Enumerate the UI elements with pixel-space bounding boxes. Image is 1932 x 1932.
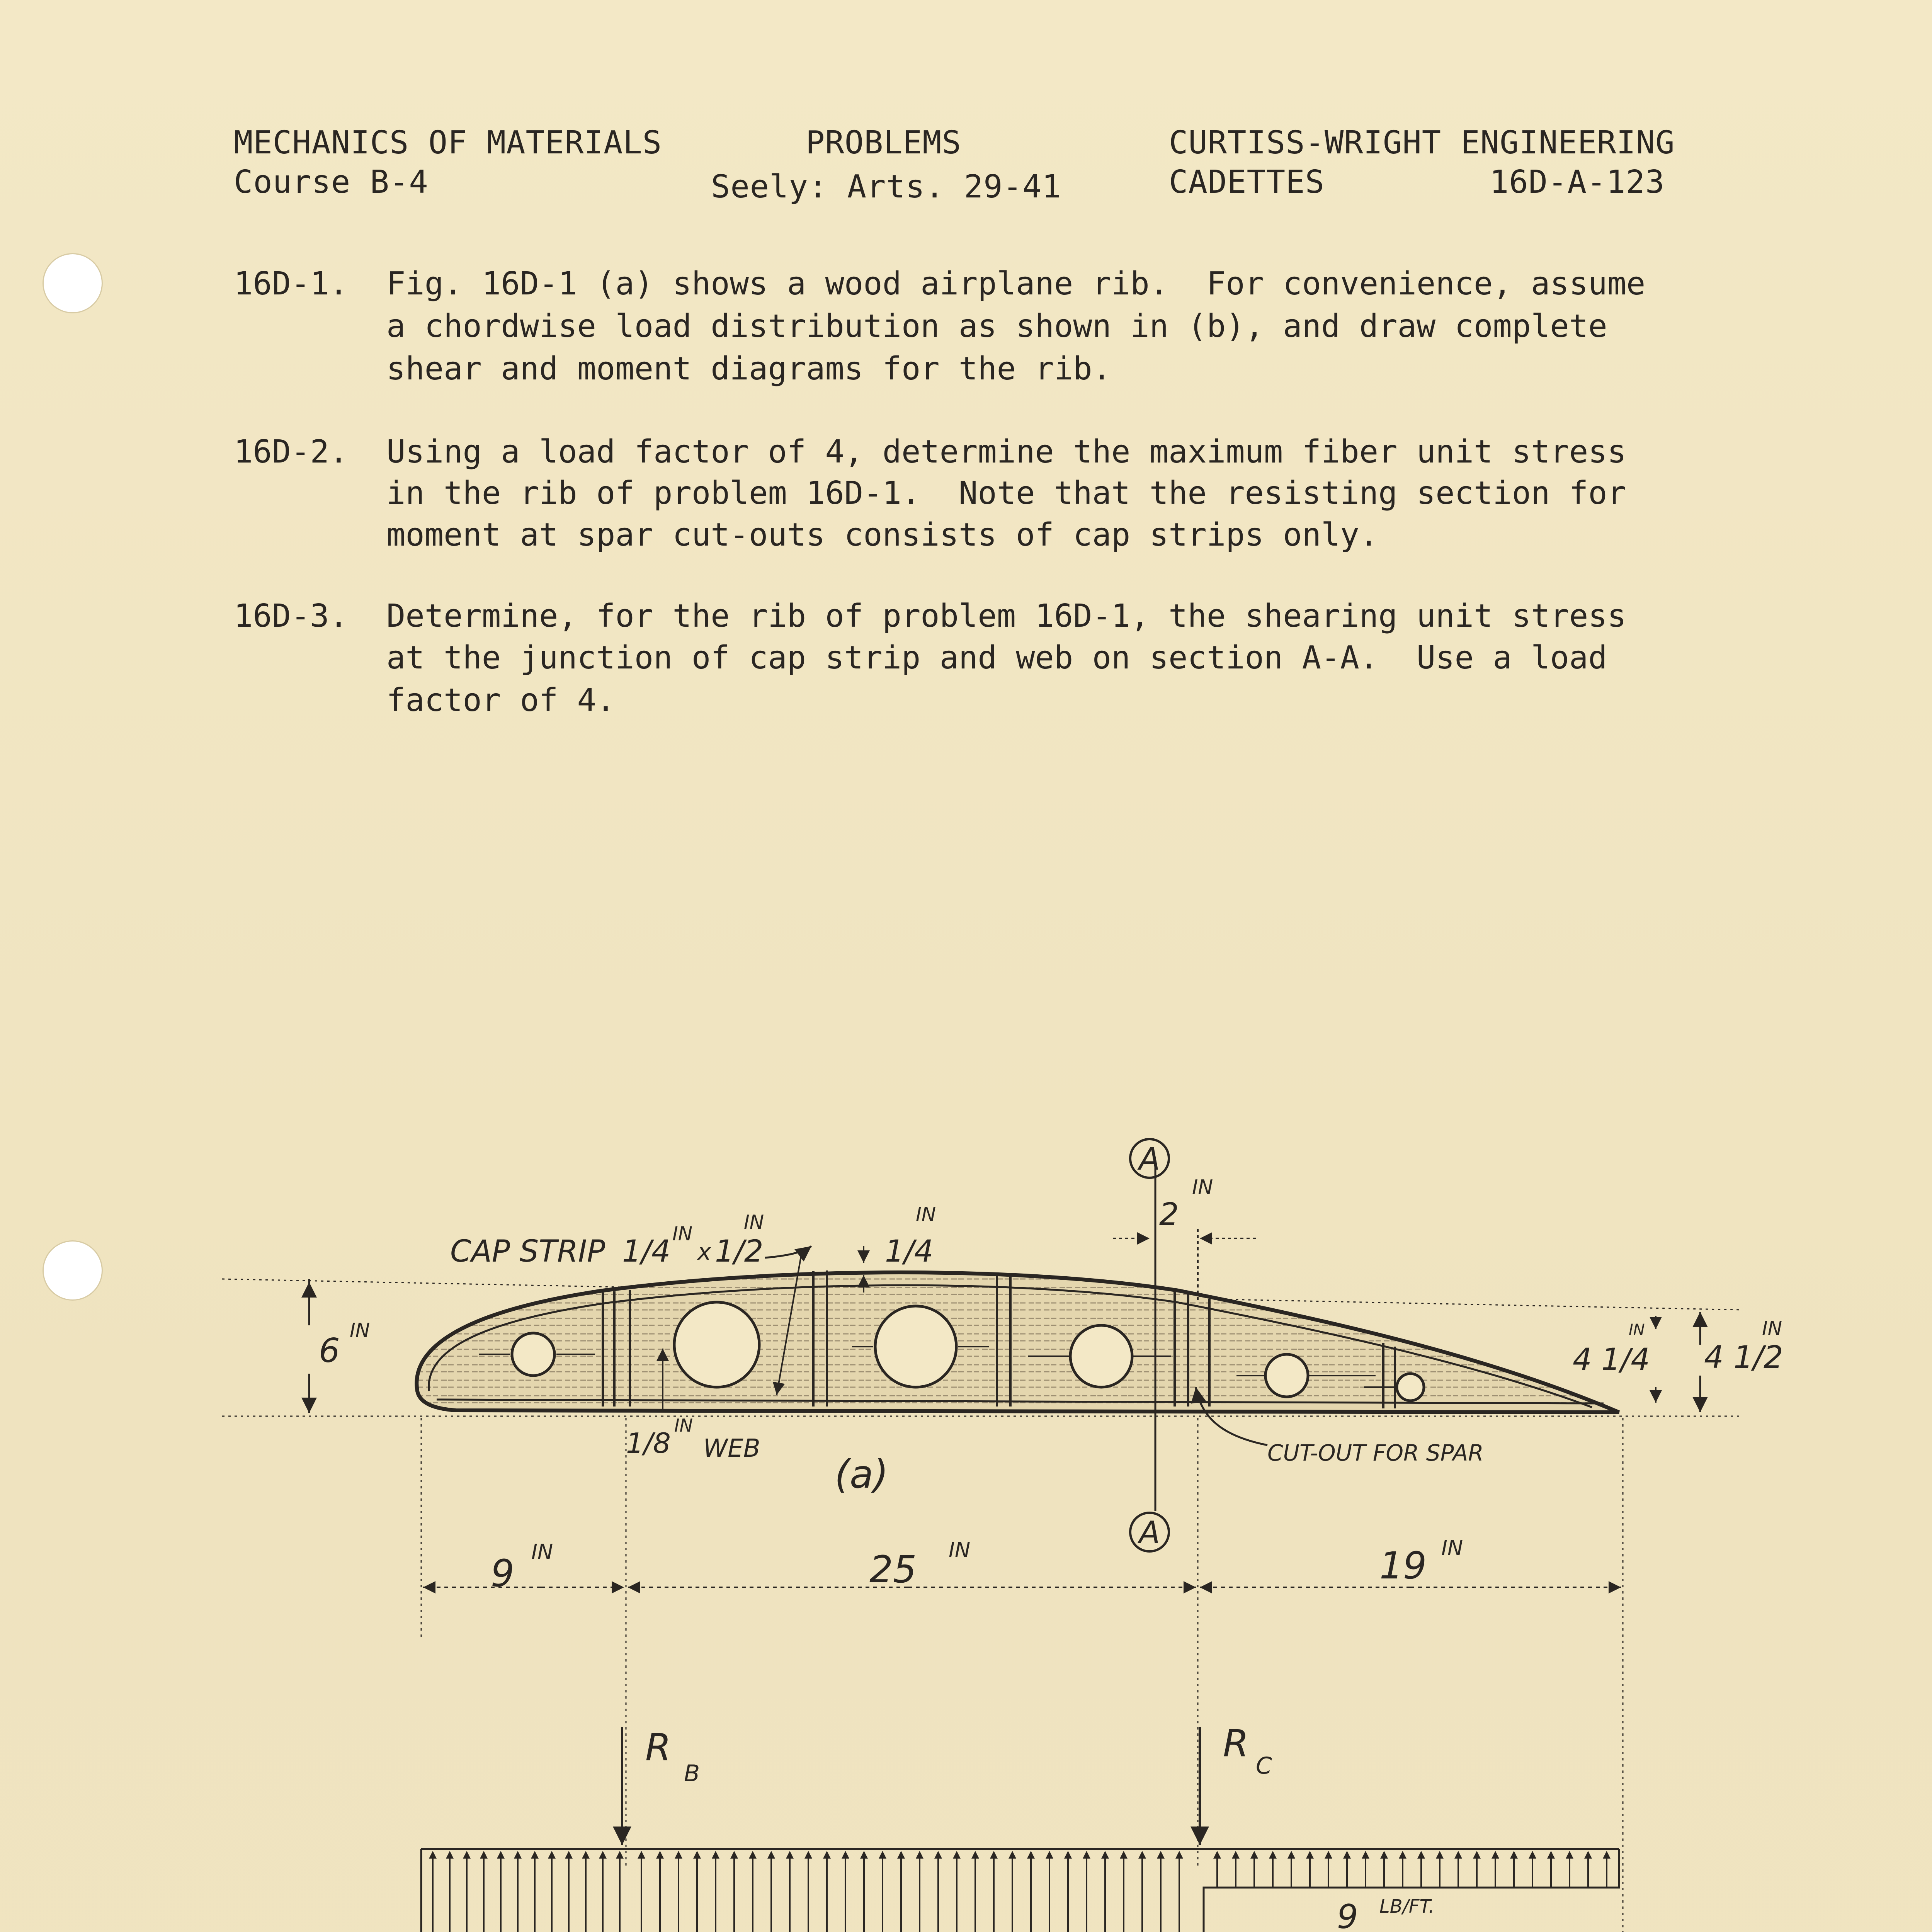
load-arrow-head xyxy=(656,1851,664,1859)
load-arrow-head xyxy=(786,1851,794,1859)
load-arrow-head xyxy=(1362,1851,1369,1859)
load-arrow-head xyxy=(842,1851,849,1859)
load-arrow-head xyxy=(990,1851,998,1859)
dim-4-half-value: 4 1/2 xyxy=(1704,1339,1784,1375)
header-course-title: MECHANICS OF MATERIALS xyxy=(234,124,662,161)
load-arrow-head xyxy=(1287,1851,1295,1859)
load-arrow-head xyxy=(823,1851,831,1859)
load-arrow-head xyxy=(934,1851,942,1859)
cap-strip-width: 1/4 xyxy=(622,1234,671,1269)
reaction-c-subscript: C xyxy=(1256,1752,1272,1779)
load-arrow-head xyxy=(1603,1851,1611,1859)
sub-label-a: (a) xyxy=(835,1452,889,1497)
problem-text-line: in the rib of problem 16D-1. Note that the resisting section for xyxy=(386,475,1626,512)
load-arrow-head xyxy=(446,1851,454,1859)
rib-web xyxy=(417,1272,1619,1412)
load-arrow-head xyxy=(548,1851,556,1859)
load-arrow-head xyxy=(480,1851,488,1859)
load-arrow-head xyxy=(1138,1851,1146,1859)
section-marker-bottom xyxy=(1130,1513,1169,1551)
load-arrow-head xyxy=(1454,1851,1462,1859)
load-arrow-head xyxy=(429,1851,437,1859)
span-9in-value: 9 xyxy=(491,1552,515,1595)
load-arrow-head xyxy=(1584,1851,1592,1859)
load-arrow-head xyxy=(514,1851,522,1859)
span-25in-value: 25 xyxy=(869,1548,917,1591)
load-arrow-head xyxy=(1120,1851,1128,1859)
load-arrow-head xyxy=(804,1851,812,1859)
span-19in-unit: IN xyxy=(1441,1536,1463,1560)
load-arrow-head xyxy=(749,1851,757,1859)
load-arrow-head xyxy=(879,1851,886,1859)
load-arrow-head xyxy=(1380,1851,1388,1859)
load-arrow-head xyxy=(1232,1851,1240,1859)
problem-text-line: Fig. 16D-1 (a) shows a wood airplane rib. For convenience, assume xyxy=(386,265,1646,302)
figure-16d-1 xyxy=(0,1082,1932,1932)
dim-6in-unit: IN xyxy=(350,1319,370,1342)
load-9-number: 9 xyxy=(1337,1898,1358,1932)
load-arrow-head xyxy=(1213,1851,1221,1859)
load-arrow-head xyxy=(971,1851,979,1859)
dim-6in-value: 6 xyxy=(319,1332,340,1370)
reaction-b-subscript: B xyxy=(684,1760,700,1787)
problem-number: 16D-1. xyxy=(234,265,349,302)
load-arrow-head xyxy=(1250,1851,1258,1859)
section-marker-bottom-label: A xyxy=(1139,1515,1160,1551)
cap-strip-leader xyxy=(765,1246,811,1258)
load-arrow-head xyxy=(1566,1851,1573,1859)
load-arrow-head xyxy=(730,1851,738,1859)
load-arrow-head xyxy=(497,1851,505,1859)
load-arrow-head xyxy=(1009,1851,1016,1859)
problem-text-line: Using a load factor of 4, determine the maximum fiber unit stress xyxy=(386,434,1626,470)
load-arrow-head xyxy=(953,1851,961,1859)
web-dim-unit: IN xyxy=(674,1415,693,1436)
section-marker-top-label: A xyxy=(1139,1141,1160,1177)
punch-hole-top xyxy=(43,253,103,313)
reaction-c-label: R xyxy=(1223,1722,1249,1765)
load-arrow-head xyxy=(582,1851,590,1859)
load-arrow-head xyxy=(1529,1851,1536,1859)
problem-text-line: shear and moment diagrams for the rib. xyxy=(386,350,1111,387)
load-arrow-head xyxy=(1101,1851,1109,1859)
header-sheet-code: 16D-A-123 xyxy=(1490,164,1665,201)
rib-elevation xyxy=(222,1139,1783,1551)
load-arrow-head xyxy=(1083,1851,1090,1859)
span-19in-value: 19 xyxy=(1379,1544,1427,1587)
load-arrow-head xyxy=(1157,1851,1165,1859)
problem-text-line: at the junction of cap strip and web on section A-A. Use a load xyxy=(386,639,1607,676)
problem-text-line: factor of 4. xyxy=(386,682,616,719)
dim-quarter-unit: IN xyxy=(916,1203,936,1226)
span-25in-unit: IN xyxy=(949,1538,971,1562)
load-arrow-head xyxy=(565,1851,573,1859)
cap-strip-height: 1/2 xyxy=(715,1234,764,1269)
web-label: WEB xyxy=(703,1434,760,1463)
load-arrow-head xyxy=(1492,1851,1499,1859)
header-section-title: PROBLEMS xyxy=(806,124,961,161)
load-arrow-head xyxy=(693,1851,701,1859)
load-arrow-head xyxy=(897,1851,905,1859)
load-arrow-head xyxy=(1046,1851,1053,1859)
section-marker-top xyxy=(1130,1139,1169,1178)
load-arrow-head xyxy=(675,1851,682,1859)
load-arrow-head xyxy=(1325,1851,1332,1859)
dim-4-quarter-unit: IN xyxy=(1629,1321,1645,1339)
problem-text-line: Determine, for the rib of problem 16D-1, the shearing unit stress xyxy=(386,598,1626,634)
cap-strip-times: x xyxy=(697,1238,711,1265)
load-arrow-head xyxy=(1436,1851,1444,1859)
web-dim-value: 1/8 xyxy=(626,1427,671,1459)
reaction-b-label: R xyxy=(645,1726,671,1769)
span-9in-unit: IN xyxy=(531,1540,553,1564)
dim-2in-value: 2 xyxy=(1159,1196,1179,1232)
load-arrow-head xyxy=(1343,1851,1351,1859)
load-arrow-head xyxy=(1547,1851,1555,1859)
load-arrow-head xyxy=(860,1851,868,1859)
cap-strip-width-unit: IN xyxy=(672,1223,693,1245)
problem-number: 16D-3. xyxy=(234,598,349,634)
load-arrow-head xyxy=(1306,1851,1314,1859)
dim-4-half-unit: IN xyxy=(1762,1317,1782,1340)
load-arrows xyxy=(429,1851,1611,1932)
cap-strip-height-unit: IN xyxy=(744,1211,764,1233)
load-arrow-head xyxy=(1399,1851,1406,1859)
load-arrow-head xyxy=(1175,1851,1183,1859)
dim-2in-unit: IN xyxy=(1192,1176,1213,1199)
load-arrow-head xyxy=(1269,1851,1277,1859)
cap-strip-label: CAP STRIP xyxy=(450,1234,605,1269)
header-reading-ref: Seely: Arts. 29-41 xyxy=(711,168,1061,205)
problem-text-line: a chordwise load distribution as shown in (b), and draw complete xyxy=(386,308,1607,345)
load-diagram xyxy=(421,1722,1619,1932)
load-arrow-head xyxy=(463,1851,471,1859)
dim-4-quarter-value: 4 1/4 xyxy=(1573,1342,1650,1377)
load-arrow-head xyxy=(616,1851,624,1859)
cutout-label: CUT-OUT FOR SPAR xyxy=(1267,1440,1484,1466)
header-institution-line2: CADETTES xyxy=(1169,164,1325,201)
problem-text-line: moment at spar cut-outs consists of cap strips only. xyxy=(386,517,1379,553)
load-arrow-head xyxy=(599,1851,607,1859)
load-arrow-head xyxy=(1064,1851,1072,1859)
load-9-unit: LB/FT. xyxy=(1379,1896,1435,1917)
load-arrow-head xyxy=(1473,1851,1481,1859)
header-institution: CURTISS-WRIGHT ENGINEERING xyxy=(1169,124,1675,161)
load-arrow-head xyxy=(712,1851,719,1859)
load-arrow-head xyxy=(638,1851,645,1859)
load-arrow-head xyxy=(1417,1851,1425,1859)
problem-number: 16D-2. xyxy=(234,434,349,470)
load-arrow-head xyxy=(1510,1851,1518,1859)
load-arrow-head xyxy=(531,1851,539,1859)
load-arrow-head xyxy=(916,1851,923,1859)
header-course-code: Course B-4 xyxy=(234,164,429,201)
load-arrow-head xyxy=(1027,1851,1035,1859)
dim-quarter-value: 1/4 xyxy=(885,1234,934,1269)
load-arrow-head xyxy=(767,1851,775,1859)
